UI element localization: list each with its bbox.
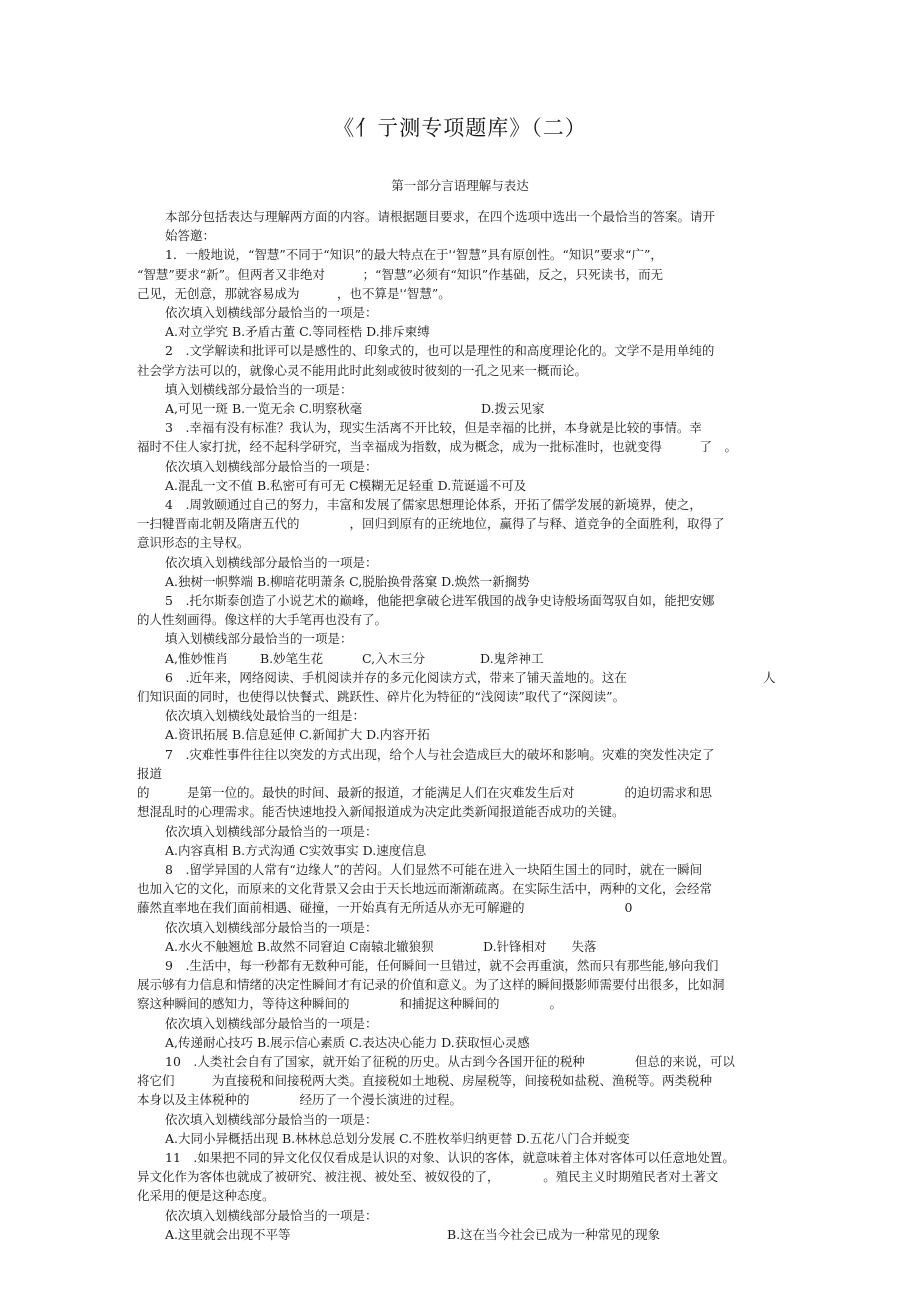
q8-line-2: 也加入它的文化，而原来的文化背景又会由于天长地远而渐渐疏离。在实际生活中，两种的文化，会经常 [137,881,713,897]
q1-line-1: 1．一般地说，“智慧”不同于“知识”的最大特点在于'‘智慧”具有原创性。“知识”要求“广”， [165,247,663,263]
q1-stem: 依次填入划横线部分最恰当的一项是： [165,305,378,321]
q8-line-1: 8 .留学异国的人常有“边缘人”的苦闷。人们显然不可能在进入一块陌生国土的同时，就在一瞬间 [165,861,703,877]
q2-line-1: 2 .文学解读和批评可以是感性的、印象式的，也可以是理性的和高度理论化的。文学不是用单纯的 [165,343,715,359]
q6-line-1 [137,668,787,687]
q8-stem: 依次填入划横线部分最恰当的一项是： [165,919,378,935]
q9-options: A,传递耐心技巧 B.展示信心素质 C.表达决心能力 D.获取恒心灵感 [165,1034,530,1050]
q7-stem: 依次填入划横线部分最恰当的一项是： [165,823,378,839]
q9-line-3: 察这种瞬间的感知力，等待这种瞬间的 和捕捉这种瞬间的 。 [137,996,563,1012]
q10-options: A.大同小异概括出现 B.林林总总划分发展 C.不胜枚举归纳更替 D.五花八门合并蜕变 [165,1130,630,1146]
q6-options: A.资讯拓展 B.信息延伸 C.新闻扩大 D.内容开拓 [165,727,430,743]
q4-line-3: 意识形态的主导权。 [137,535,250,551]
q10-line-1: 10 .人类社会自有了国家，就开始了征税的历史。从古到今各国开征的税种 但总的来说，可以 [165,1053,735,1069]
q5-line-1: 5 .托尔斯泰创造了小说艺术的巅峰，他能把拿破仑进军俄国的战争史诗般场面驾驭自如，能把安娜 [165,593,715,609]
q10-line-2: 将它们 为直接税和间接税两大类。直接税如土地税、房屋税等，间接税如盐税、渔税等。两类税种 [137,1073,713,1089]
q4-line-2: 一扫犍晋南北朝及隋唐五代的 ，回归到原有的正统地位，赢得了与释、道竞争的全面胜利，取得了 [137,516,725,532]
q2-option-d: D.拨云见家 [481,401,545,417]
q5-option-c: C,入木三分 [362,650,426,666]
q11-stem: 依次填入划横线部分最恰当的一项是： [165,1207,378,1223]
q11-line-2: 异文化作为客体也就成了被研究、被注视、被处至、被奴役的了， 。殖民主义时期殖民者对土著文 [137,1169,719,1185]
q5-options [137,649,787,668]
q11-option-b: B.这在当今社会已成为一种常见的现象 [447,1226,661,1242]
q4-line-1: 4 .周敦颐通过自己的努力，丰富和发展了儒家思想理论体系，开拓了儒学发展的新境界，使之， [165,497,702,513]
q6-line-1-tail: 人 [763,669,776,685]
q7-line-4: 想混乱时的心理需求。能否快速地投入新闻报道成为决定此类新闻报道能否成功的关键。 [137,804,625,820]
q6-line-2: 们知识面的同时，也使得以快餐式、跳跃性、碎片化为特征的“浅阅读”取代了“深阅读”。 [137,689,626,705]
q6-line-1-text: 6 .近年来，网络阅读、手机阅读并存的多元化阅读方式，带来了铺天盖地的。这在 [165,669,627,685]
q5-stem: 填入划横线部分最恰当的一项是： [165,631,353,647]
q8-option-d: D.针锋相对 失落 [483,938,597,954]
q1-line-3: 己见，无创意，那就容易成为 ，也不算是'‘智慧”。 [137,285,451,301]
q9-line-1: 9 .生活中，每一秒都有无数种可能，任何瞬间一旦错过，就不会再重演，然而只有那些能,够向我们 [165,957,719,973]
q5-option-b: B.妙笔生花 [260,650,324,666]
q11-line-3: 化采用的便是这种态度。 [137,1188,275,1204]
q6-stem: 依次填入划横线处最恰当的一组是： [165,708,366,724]
q4-options: A.独树一帜弊端 B.柳暗花明萧条 C,脱胎换骨落窠 D.焕然一新搁势 [165,573,530,589]
q8-options [137,937,787,956]
q11-line-1: 11 .如果把不同的异文化仅仅看成是认识的对象、认识的客体，就意味着主体对客体可以任意地处置。 [165,1149,735,1165]
q2-stem: 填入划横线部分最恰当的一项是： [165,381,353,397]
q5-option-a: A,惟妙惟肖 [165,650,229,666]
q1-line-2: “智慧”要求“新”。但两者又非绝对 ；“智慧”必须有“知识”作基础，反之，只死读书，而无 [137,266,664,282]
q8-line-3: 藤然直率地在我们面前相遇、碰撞，一开始真有无所适从亦无可解避的 0 [137,900,633,916]
q9-line-2: 展示够有力信息和情绪的决定性瞬间才有记录的价值和意义。为了这样的瞬间摄影师需要付出很多，比如洞 [137,977,725,993]
q2-options-abc: A,可见一斑 B.一览无余 C.明察秋毫 [165,401,363,417]
q8-options-abc: A.水火不触翘尬 B.故然不同窘迫 C南辕北辙狼狈 [165,938,434,954]
q10-line-3: 本身以及主体税种的 经历了一个漫长演进的过程。 [137,1092,463,1108]
q3-options: A.混乱一文不值 B.私密可有可无 C模糊无足轻重 D.荒诞遥不可及 [165,477,527,493]
q4-stem: 依次填入划横线部分最恰当的一项是： [165,554,378,570]
q11-options [137,1225,787,1244]
section-heading: 第一部分言语理解与表达 [391,178,529,193]
q3-line-2: 福时不住人家打扰，经不起科学研究，当幸福成为指数，成为概念，成为一批标准时，也就变得 了 。 [137,439,738,455]
q7-line-3: 的 是第一位的。最快的时间、最新的报道，才能满足人们在灾难发生后对 的迫切需求和思 [137,785,713,801]
q7-line-2: 报道 [137,765,163,781]
q9-stem: 依次填入划横线部分最恰当的一项是： [165,1015,378,1031]
q3-line-1: 3 .幸福有没有标准？我认为，现实生活离不开比较，但是幸福的比拼，本身就是比较的事情。幸 [165,420,702,436]
q2-options [137,399,787,418]
intro-line-2: 始答邀： [165,228,216,244]
document-body [137,207,787,1244]
q7-line-1: 7 .灾难性事件往往以突发的方式出现，给个人与社会造成巨大的破坏和影响。灾难的突发性决定了 [165,746,715,762]
document-title: 《亻亍测专项题库》（二） [333,116,587,140]
q11-option-a: A.这里就会出现不平等 [165,1226,291,1242]
q3-stem: 依次填入划横线部分最恰当的一项是： [165,458,378,474]
q10-stem: 依次填入划横线部分最恰当的一项是： [165,1111,378,1127]
q2-line-2: 社会学方法可以的，就像心灵不能用此时此刻或彼时彼刻的一孔之见来一概而论。 [137,362,588,378]
q5-line-2: 的人性刻画得。像这样的大手笔再也没有了。 [137,612,388,628]
q5-option-d: D.鬼斧神工 [480,650,544,666]
intro-line-1: 本部分包括表达与理解两方面的内容。请根据题目要求，在四个选项中选出一个最恰当的答案。请开 [165,209,716,224]
q7-options: A.内容真相 B.方式沟通 C实效事实 D.速度信息 [165,842,427,858]
q1-options: A.对立学究 B.矛盾古董 C.等同桎梏 D.排斥柬缚 [165,324,430,340]
